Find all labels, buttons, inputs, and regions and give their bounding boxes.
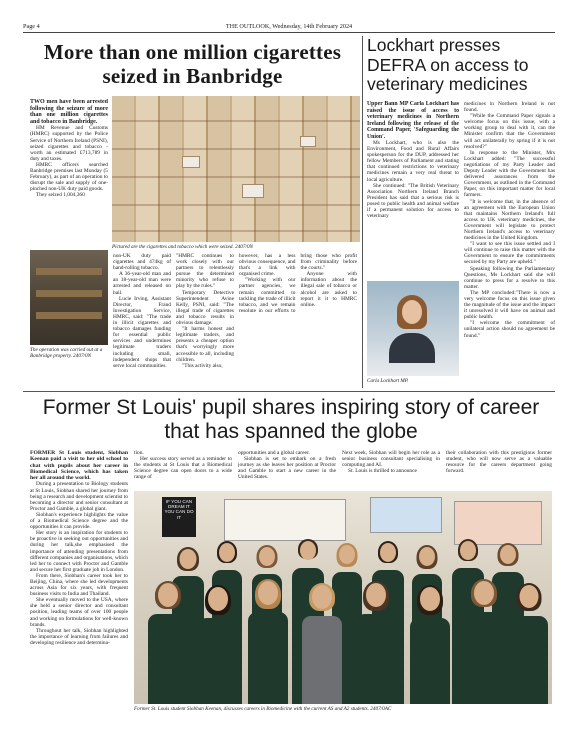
story1-col2-p2: A 36-year-old man and an 18-year-old man were arrested and released on bail. — [113, 271, 171, 296]
story2-col2-p1: medicines in Northern Ireland is not found. — [464, 101, 555, 114]
story1-col2-p3: Lucie Irving, Assistant Director, Fraud Investigation Service, HMRC, said: "The trade in illicit cigarettes and tobacco damages funding for essential public services and undermines legitimate traders including small, independent shops that serve local communities. — [113, 295, 171, 369]
story1-col3-p1: "HMRC continues to work closely with our partners to relentlessly pursue the determined minority who refuse to play by the rules." — [176, 253, 234, 290]
story1-col1-p2: HMRC officers searched Banbridge premises last Monday (5 February), as part of an operation to disrupt the sale and supply of one-pinched non-UK duty paid goods. — [30, 161, 108, 193]
story1-headline: More than one million cigarettes seized in Banbridge — [43, 40, 342, 88]
paper-title: THE OUTLOOK, Wednesday, 14th February 2024 — [225, 23, 353, 30]
story3-col1-p5: She eventually moved to the USA, where she held a senior director and consultant position, leading teams of over 100 people and working on formulations for well-known brands. — [30, 597, 128, 628]
story3-col4 — [342, 450, 440, 488]
story2-col1-p2: She continued: "The British Veterinary Association Northern Ireland Branch President has said that a serious risk is posed to public health and animal welfare if a permanent solution for access to veterinary — [367, 182, 459, 220]
story3-col3-p1: opportunities and a global career. — [238, 450, 310, 456]
story3-lead: FORMER St Louis student, Siobhan Keenan paid a visit to her old school to chat with pupils about her career in Biomedical Science, which has taken her all around the world. — [30, 450, 128, 482]
story1-col2 — [113, 253, 171, 385]
story3-col3 — [238, 450, 336, 488]
story1-col1 — [30, 99, 108, 247]
story3-col1-p2: Siobhan's experience highlights the value of a Biomedical Science degree and the opportunities it can provide. — [30, 511, 128, 531]
story1-photo-caption: Pictured are the cigarettes and tobacco which were seized. 2407/0N — [112, 244, 253, 250]
story1-col4 — [239, 253, 357, 385]
story3-col2-p2: Her success story served as a reminder to the students at St Louis that a Biomedical Science degree can open doors to a wide range of — [134, 456, 232, 481]
story3-col1-p1: During a presentation to Biology students at St Louis, Siobhan shared her journey from being a research and development scientist to becoming a director and senior consultant at Proctor and Gamble, a global giant. — [30, 481, 128, 512]
classroom-poster: IF YOU CAN DREAM IT YOU CAN DO IT — [162, 497, 196, 537]
story3-col1 — [30, 450, 128, 715]
story2-headline: Lockhart presses DEFRA on access to veterinary medicines — [367, 36, 529, 94]
carla-lockhart-photo — [367, 281, 459, 376]
story2-col2-p3: In response to the Minister, Mrs Lockhart added: "The successful negotiations of my Party Leader and Deputy Leader with the Government has delivered assurances from the Government, as outlined in the Command Paper, on this important matter for local farmers. — [464, 149, 555, 199]
story1-col2-p1: non-UK duty paid cigarettes and 474kg of hand-rolling tobacco. — [113, 253, 171, 272]
story3-col2-p1: tion. — [134, 450, 144, 456]
classroom-group-photo — [134, 491, 552, 704]
story3-col4-p1: Next week, Siobhan will begin her role as a senior business consultant specialising in computing and AI. — [342, 450, 440, 469]
story3-headline: Former St Louis' pupil shares inspiring story of career that has spanned the globe — [42, 396, 540, 443]
story2-photo-caption: Carla Lockhart MP. — [367, 378, 409, 384]
story1-lead: TWO men have been arrested following the seizure of more than one million cigarettes and tobacco in Banbridge. — [30, 99, 108, 125]
story2-col2-p8: "I welcome the commitment of unilateral action should no agreement be found." — [464, 320, 555, 339]
story1-side-caption: The operation was carried out at a Banbridge property. 2407/0N — [30, 347, 103, 359]
story2-col2-p2: "While the Command Paper signals a welcome focus on this issue, with a working group to deal with it, can the Minister confirm that the Government will act unilaterally by spring if it is not resolved?" — [464, 113, 555, 150]
seized-cigarettes-photo — [112, 96, 360, 242]
story2-col2 — [464, 101, 555, 388]
story3-col2 — [134, 450, 232, 488]
story3-photo-caption: Former St. Louis student Siobhan Keenan, discusses careers in Biomedicine with the current AS and A2 students. 2407/0AC — [134, 706, 392, 712]
column-divider — [362, 36, 363, 388]
story1-col3-p2: Temporary Detective Superintendent Avine Kelly, PSNI, said: "The illegal trade of cigarettes and tobacco results in obvious damage. — [176, 289, 234, 327]
story3-col1-p6: Throughout her talk, Siobhan highlighted the importance of learning from failures and developing resilience and determina- — [30, 627, 128, 646]
story3-col3-p2: Siobhan is set to embark on a fresh journey as she leaves her position at Proctor and Gamble to start a new career in the United States. — [238, 456, 336, 481]
story2-col2-p7: The MP concluded:"There is now a very welcome focus on this issue given the magnitude of the issue and the impact it unresolved it will have on animal and public health. — [464, 289, 555, 321]
story2-col1 — [367, 101, 459, 279]
story2-col2-p6: Speaking following the Parliamentary Questions, Ms Lockhart said she will continue to press for a resolve to this matter. — [464, 265, 555, 290]
story1-col3-p3: "It harms honest and legitimate traders, and presents a cheaper option that's worryingly more accessible to all, including children. — [176, 326, 234, 363]
story1-col3-p4: "This activity also, — [182, 362, 223, 369]
story2-lead: Upper Bann MP Carla Lockhart has raised the issue of access to veterinary medicines in Northern Ireland following the release of the Command Paper, 'Safeguarding the Union'. — [367, 101, 459, 140]
story2-col2-p4: "It is welcome that, in the absence of an agreement with the European Union that maintains Northern Ireland's full access to UK veterinary medicines, the Government will legislate to protect Northern Ireland's access to veterinary medicines in the United Kingdom. — [464, 198, 555, 242]
story3-col5-p1: their collaboration with this prestigious former student, who will now serve as a valuable resource for the careers department going forward. — [446, 450, 552, 475]
story3-col5 — [446, 450, 552, 488]
story2-col1-p1: Ms Lockhart, who is also the Environment, Food and Rural Affairs spokesperson for the DUP, addressed her fellow Members of Parliament and stating that continued restrictions to veterinary medicines remain a very real threat to local agriculture. — [367, 140, 459, 183]
story1-col1-p1: HM Revenue and Customs (HMRC) supported by the Police Service of Northern Ireland (PSNI), seized cigarettes and tobacco - worth an estimated £713,789 in duty and taxes. — [30, 125, 108, 162]
story1-col4-p2: "Working with our partner agencies, we remain committed to tackling the trade of illicit tobacco, and we remain resolute in our efforts to bring those who profit from criminality before the courts." — [239, 253, 357, 314]
story3-col1-p3: Her story is an inspiration for students to be proactive in seeking out opportunities and during her talk,she emphasised the importance of attending presentations from different companies and organisations, which led her to connect with Proctor and Gamble and secure her first graduate job in London. — [30, 530, 128, 573]
story3-col1-p4: From there, Siobhan's career took her to Beijing, China, where she led developments across Asia for six years, with frequent business visits to India and Thailand. — [30, 572, 128, 598]
story1-col1-p3: They seized 1,004,360 — [36, 192, 85, 199]
banbridge-property-photo — [30, 250, 108, 345]
story1-col4-p1: however, has a less obvious consequence, and that's a link with organised crime. — [239, 253, 296, 278]
story1-col4-p3: Anyone with information about the illegal sale of tobacco or alcohol are asked to report it it to HMRC online. — [300, 271, 357, 308]
story-divider — [23, 391, 555, 392]
story1-col3 — [176, 253, 234, 385]
masthead — [23, 22, 555, 33]
story2-col2-p5: "I want to see this issue settled and I will continue to raise this matter with the Government to ensure the commitments secured by my Party are upheld." — [464, 241, 555, 266]
story3-col4-p2: St. Louis is thrilled to announce — [348, 468, 417, 475]
page-number: Page 4 — [23, 23, 40, 30]
